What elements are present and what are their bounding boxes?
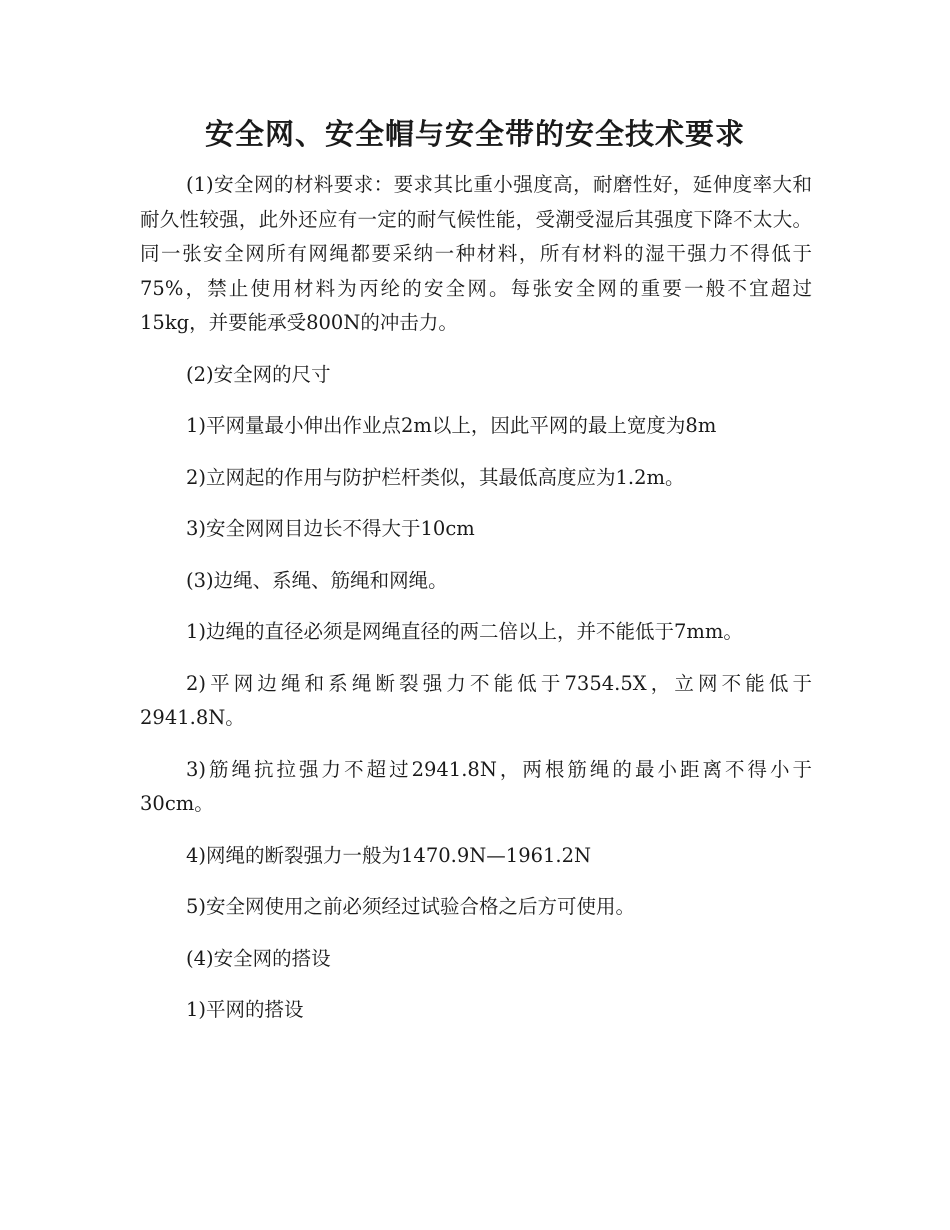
paragraph-net-size-heading: (2)安全网的尺寸 bbox=[186, 362, 331, 386]
paragraph-flat-net-installation: 1)平网的搭设 bbox=[186, 998, 304, 1021]
paragraph-ropes-heading: (3)边绳、系绳、筋绳和网绳。 bbox=[186, 568, 448, 592]
document-body bbox=[140, 168, 812, 1028]
paragraph-edge-rope-strength: 2)平网边绳和系绳断裂强力不能低于7354.5X，立网不能低于2941.8N。 bbox=[140, 671, 812, 729]
paragraph-edge-rope-diameter: 1)边绳的直径必须是网绳直径的两二倍以上，并不能低于7mm。 bbox=[186, 620, 743, 643]
paragraph-material-requirements: (1)安全网的材料要求：要求其比重小强度高，耐磨性好，延伸度率大和耐久性较强，此外还应有一定的耐气候性能，受潮受湿后其强度下降不太大。同一张安全网所有网绳都要采纳一种材料，所有材料的湿干强力不得低于75%，禁止使用材料为丙纶的安全网。每张安全网的重要一般不宜超过15kg，并要能承受800N的冲击力。 bbox=[140, 173, 812, 334]
paragraph-vertical-net-height: 2)立网起的作用与防护栏杆类似，其最低高度应为1.2m。 bbox=[186, 465, 685, 489]
paragraph-installation-heading: (4)安全网的搭设 bbox=[186, 946, 331, 970]
document-title: 安全网、安全帽与安全带的安全技术要求 bbox=[204, 117, 745, 151]
paragraph-net-rope-strength: 4)网绳的断裂强力一般为1470.9N—1961.2N bbox=[186, 843, 592, 867]
paragraph-mesh-size: 3)安全网网目边长不得大于10cm bbox=[186, 517, 475, 540]
paragraph-flat-net-width: 1)平网量最小伸出作业点2m以上，因此平网的最上宽度为8m bbox=[186, 414, 717, 437]
paragraph-testing-before-use: 5)安全网使用之前必须经过试验合格之后方可使用。 bbox=[186, 895, 636, 918]
paragraph-rib-rope-strength: 3)筋绳抗拉强力不超过2941.8N，两根筋绳的最小距离不得小于30cm。 bbox=[140, 757, 812, 815]
